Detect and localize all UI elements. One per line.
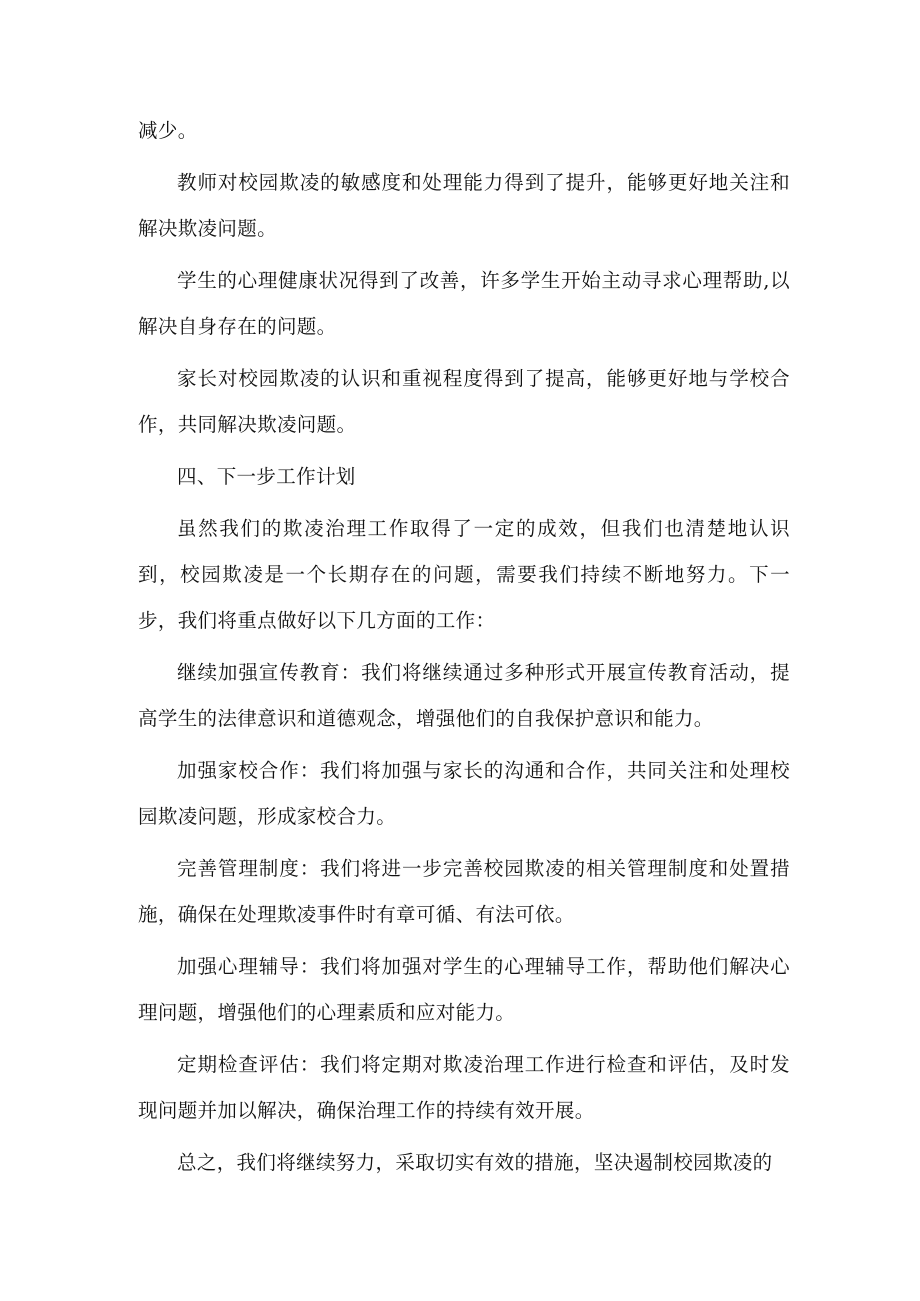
document-body bbox=[138, 108, 790, 1192]
paragraph-conclusion: 总之，我们将继续努力，采取切实有效的措施，坚决遏制校园欺凌的 bbox=[177, 1151, 773, 1174]
paragraph-student-outcome: 学生的心理健康状况得到了改善，许多学生开始主动寻求心理帮助,以解决自身存在的问题。 bbox=[138, 269, 790, 338]
paragraph-psychological-counseling: 加强心理辅导：我们将加强对学生的心理辅导工作，帮助他们解决心理问题，增强他们的心理素质和应对能力。 bbox=[138, 955, 790, 1024]
section-heading-next-steps: 四、下一步工作计划 bbox=[177, 465, 356, 488]
paragraph-teacher-outcome: 教师对校园欺凌的敏感度和处理能力得到了提升，能够更好地关注和解决欺凌问题。 bbox=[138, 171, 790, 240]
paragraph-publicity-education: 继续加强宣传教育：我们将继续通过多种形式开展宣传教育活动，提高学生的法律意识和道德观念，增强他们的自我保护意识和能力。 bbox=[138, 661, 790, 730]
paragraph-next-steps-intro: 虽然我们的欺凌治理工作取得了一定的成效，但我们也清楚地认识到，校园欺凌是一个长期存在的问题，需要我们持续不断地努力。下一步，我们将重点做好以下几方面的工作： bbox=[138, 517, 790, 632]
paragraph-parent-outcome: 家长对校园欺凌的认识和重视程度得到了提高，能够更好地与学校合作，共同解决欺凌问题。 bbox=[138, 367, 790, 436]
paragraph-regular-inspection: 定期检查评估：我们将定期对欺凌治理工作进行检查和评估，及时发现问题并加以解决，确保治理工作的持续有效开展。 bbox=[138, 1053, 790, 1122]
paragraph-management-system: 完善管理制度：我们将进一步完善校园欺凌的相关管理制度和处置措施，确保在处理欺凌事件时有章可循、有法可依。 bbox=[138, 857, 790, 926]
paragraph-home-school-cooperation: 加强家校合作：我们将加强与家长的沟通和合作，共同关注和处理校园欺凌问题，形成家校合力。 bbox=[138, 759, 790, 828]
paragraph-continuation: 减少。 bbox=[138, 119, 198, 142]
